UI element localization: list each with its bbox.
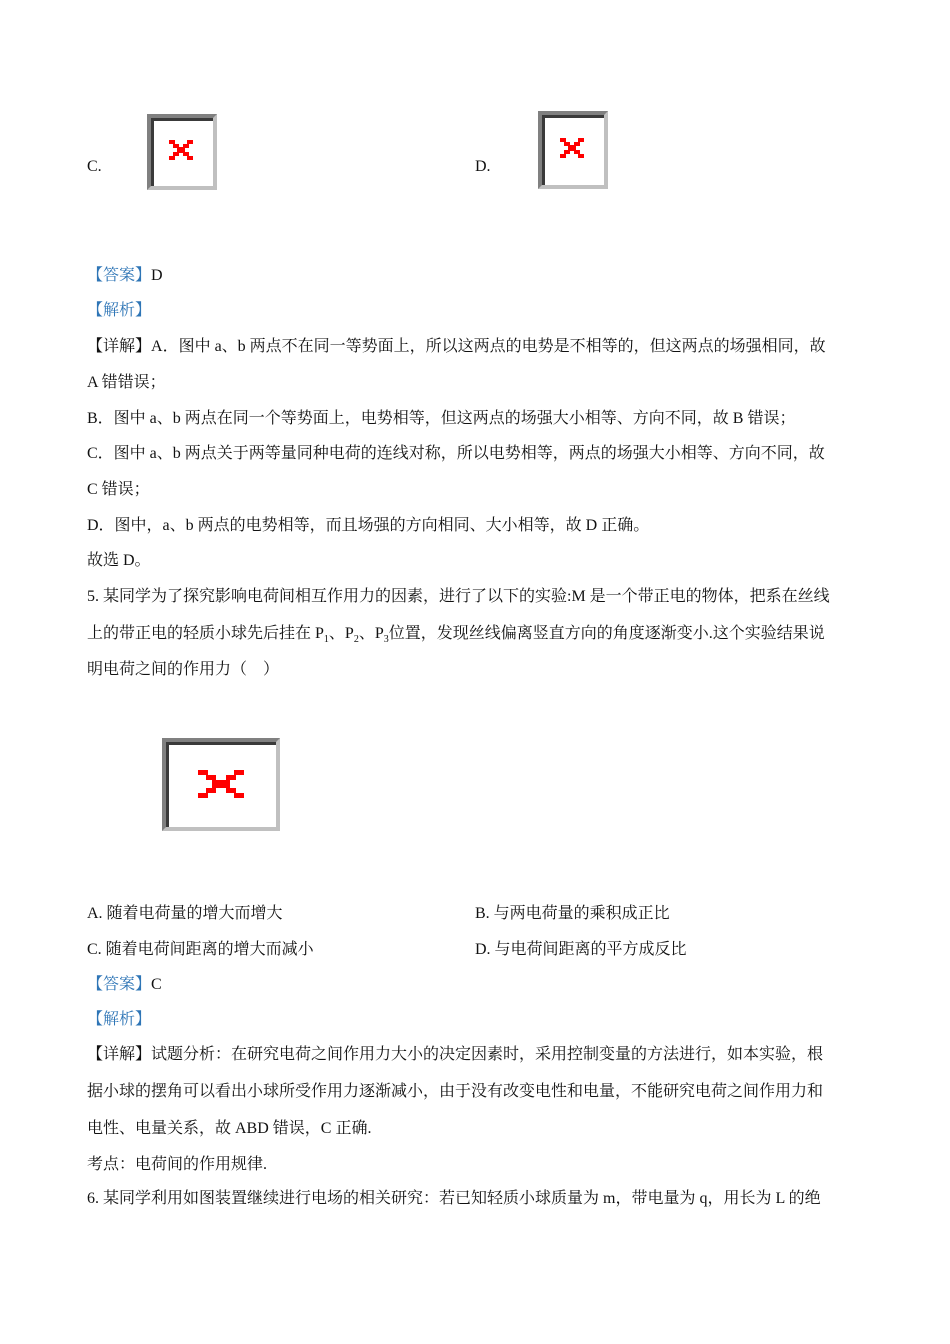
red-x-icon [196, 768, 246, 800]
detail-tag: 【详解】 [87, 338, 152, 355]
subscript: 1 [323, 634, 329, 646]
q4-answer [87, 266, 163, 286]
q5-option-b: B. 与两电荷量的乘积成正比 [475, 905, 670, 922]
q4-conclusion: 故选 D。 [87, 552, 151, 569]
answer-value: C [151, 976, 162, 993]
subscript: 2 [353, 634, 359, 646]
q5-answer [87, 975, 162, 995]
stem-text: 、P [358, 625, 384, 642]
option-c-label: C. [87, 158, 102, 175]
broken-image-icon [147, 114, 217, 190]
detail-text: 试题分析：在研究电荷之间作用力大小的决定因素时，采用控制变量的方法进行，如本实验，根 [151, 1046, 824, 1063]
q4-detail-line4: C．图中 a、b 两点关于两等量同种电荷的连线对称，所以电势相等，两点的场强大小相等、方向不同，故 [87, 445, 825, 462]
q4-detail-line5: C 错误； [87, 481, 150, 498]
q5-kaodian: 考点：电荷间的作用规律. [87, 1156, 268, 1173]
q5-detail-line2: 据小球的摆角可以看出小球所受作用力逐渐减小，由于没有改变电性和电量，不能研究电荷之间作用力和 [87, 1083, 824, 1100]
option-d-label: D. [475, 158, 491, 175]
stem-text: 位置，发现丝线偏离竖直方向的角度逐渐变小.这个实验结果说 [388, 625, 825, 642]
stem-text: 、P [328, 625, 354, 642]
q4-detail-line1 [87, 337, 826, 357]
answer-value: D [151, 267, 163, 284]
q5-detail-line3: 电性、电量关系，故 ABD 错误，C 正确. [87, 1120, 372, 1137]
answer-tag: 【答案】 [87, 976, 152, 993]
q4-detail-line2: A 错错误； [87, 374, 166, 391]
subscript: 3 [383, 634, 389, 646]
broken-image-icon [538, 111, 608, 189]
q5-option-d: D. 与电荷间距离的平方成反比 [475, 941, 687, 958]
q5-stem-line1: 5. 某同学为了探究影响电荷间相互作用力的因素，进行了以下的实验:M 是一个带正电的物体，把系在丝线 [87, 588, 830, 605]
q5-stem-line3: 明电荷之间的作用力（ ） [87, 661, 280, 678]
q4-detail-line6: D．图中，a、b 两点的电势相等，而且场强的方向相同、大小相等，故 D 正确。 [87, 517, 650, 534]
answer-tag: 【答案】 [87, 267, 152, 284]
q4-analysis-tag: 【解析】 [87, 302, 152, 319]
red-x-icon [558, 136, 586, 160]
stem-text: 上的带正电的轻质小球先后挂在 P [87, 625, 324, 642]
detail-text: A．图中 a、b 两点不在同一等势面上，所以这两点的电势是不相等的，但这两点的场强相同，故 [151, 338, 826, 355]
q5-option-a: A. 随着电荷量的增大而增大 [87, 905, 283, 922]
broken-image-icon [162, 738, 280, 831]
q5-analysis-tag: 【解析】 [87, 1011, 152, 1028]
q5-stem-line2 [87, 624, 825, 650]
q5-detail-line1 [87, 1045, 823, 1065]
detail-tag: 【详解】 [87, 1046, 152, 1063]
red-x-icon [167, 138, 195, 162]
q4-detail-line3: B．图中 a、b 两点在同一个等势面上，电势相等，但这两点的场强大小相等、方向不同，故 B 错误； [87, 410, 796, 427]
q6-stem-line1: 6. 某同学利用如图装置继续进行电场的相关研究：若已知轻质小球质量为 m，带电量为 q，用长为 L 的绝 [87, 1190, 821, 1207]
q5-option-c: C. 随着电荷间距离的增大而减小 [87, 941, 314, 958]
